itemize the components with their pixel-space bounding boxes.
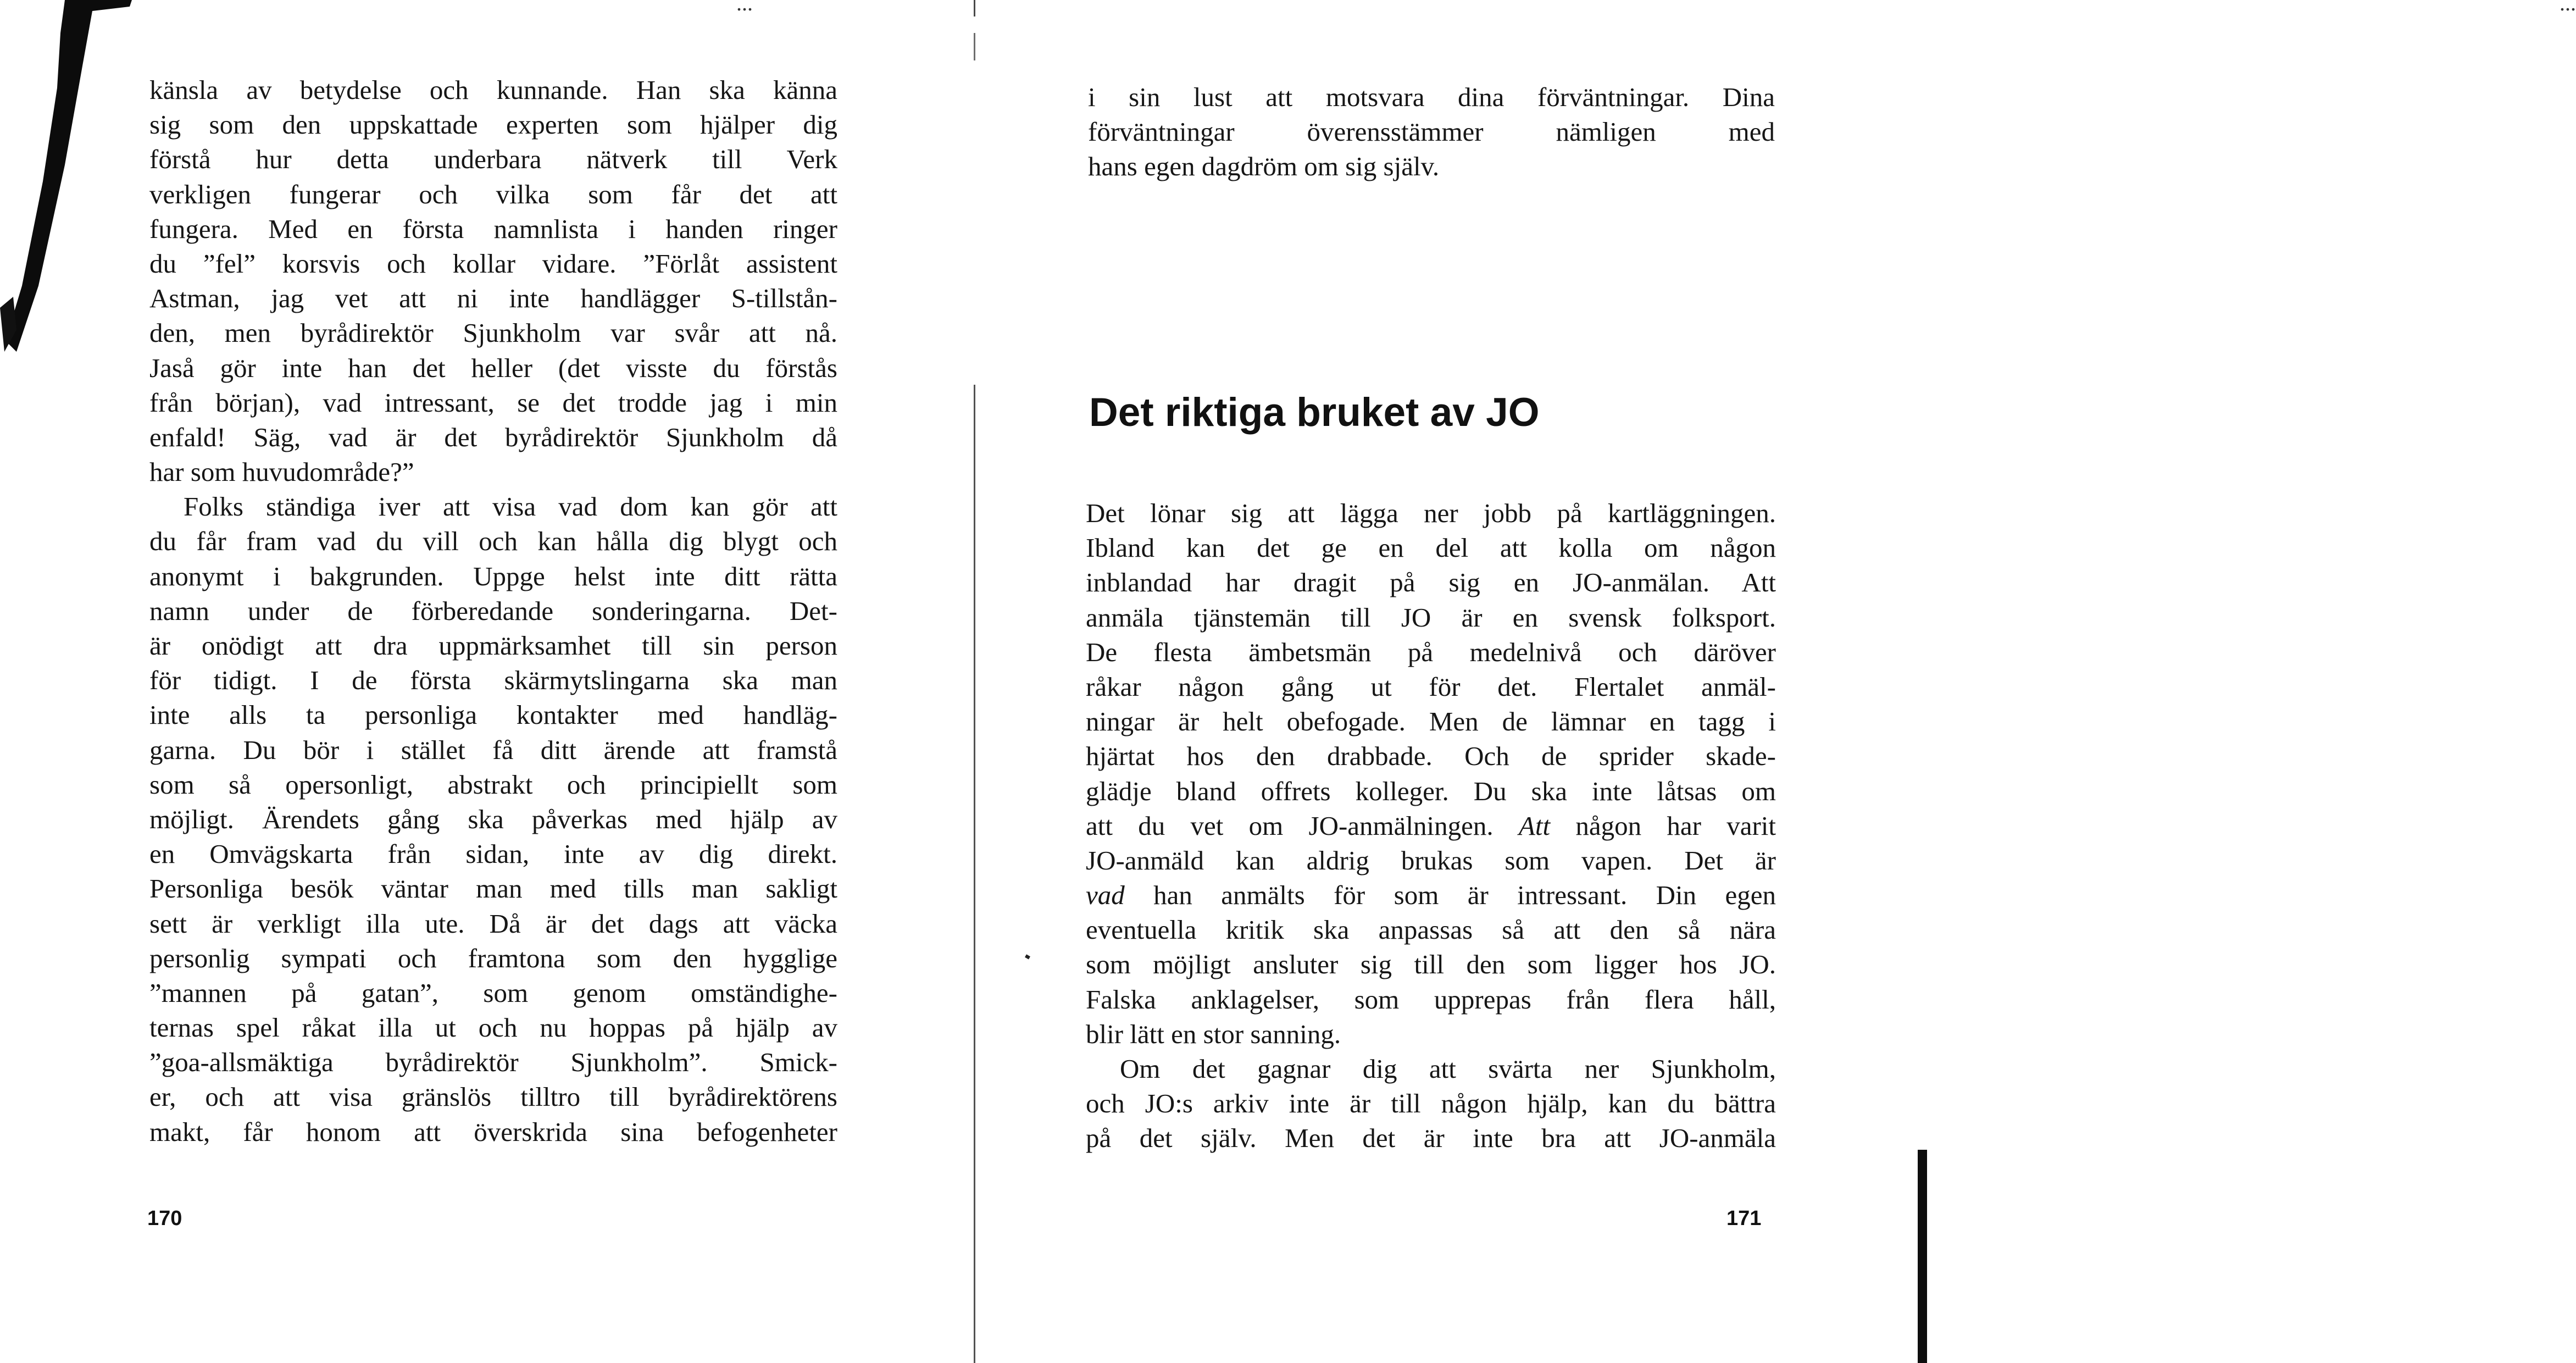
text-line: blir lätt en stor sanning. [1086,1018,1341,1049]
text-line: hans egen dagdröm om sig själv. [1088,151,1440,182]
text-line: känsla av betydelse och kunnande. Han ska känna [149,75,837,105]
running-head-right: ... [2560,0,2576,15]
text-line: namn under de förberedande sonderingarna. Det- [149,595,837,626]
text-line: är onödigt att dra uppmärksamhet till sin person [149,630,837,661]
text-line: förväntningar överensstämmer nämligen med [1088,117,1775,147]
text-line: anonymt i bakgrunden. Uppge helst inte ditt rätta [149,561,837,591]
text-line: i sin lust att motsvara dina förväntningar. Dina [1088,82,1775,112]
text-line: ”goa-allsmäktiga byrådirektör Sjunkholm”. Smick- [149,1047,837,1078]
text-segment: någon har varit [1575,810,1776,841]
text-line-mixed [1086,808,1776,843]
text-line: för tidigt. I de första skärmytslingarna ska man [149,665,837,696]
page-number-left: 170 [147,1207,182,1230]
text-line: du ”fel” korsvis och kollar vidare. ”Förlåt assistent [149,248,837,279]
text-segment: att du vet om JO-anmälningen. [1086,810,1494,841]
running-head-left: ... [736,0,753,15]
section-heading: Det riktiga bruket av JO [1089,390,1540,435]
text-line: er, och att visa gränslös tilltro till byrådirektörens [149,1082,837,1112]
scan-edge-bar [1918,1150,1927,1363]
text-line: råkar någon gång ut för det. Flertalet anmäl- [1086,671,1776,702]
text-line: ternas spel råkat illa ut och nu hoppas på hjälp av [149,1012,837,1043]
text-line: ningar är helt obefogade. Men de lämnar en tagg i [1086,706,1776,737]
text-line: garna. Du bör i stället få ditt ärende att framstå [149,734,837,765]
text-line: Falska anklagelser, som upprepas från flera håll, [1086,984,1776,1015]
text-line: eventuella kritik ska anpassas så att den så nära [1086,915,1776,945]
text-line: och JO:s arkiv inte är till någon hjälp, kan du bättra [1086,1088,1776,1119]
text-line: förstå hur detta underbara nätverk till Verk [149,144,837,175]
scan-edge-mark [0,0,143,374]
text-line: De flesta ämbetsmän på medelnivå och däröver [1086,636,1776,667]
right-intro-text [1088,80,1775,184]
text-line: personlig sympati och framtona som den hygglige [149,943,837,973]
text-line: Det lönar sig att lägga ner jobb på kartläggningen. [1086,498,1776,528]
text-line-mixed [1086,878,1776,912]
text-line: en Omvägskarta från sidan, inte av dig direkt. [149,839,837,869]
text-line: som så opersonligt, abstrakt och principiellt som [149,769,837,800]
text-line: som möjligt ansluter sig till den som ligger hos JO. [1086,949,1776,980]
text-line: ”mannen på gatan”, som genom omständighe- [149,977,837,1008]
text-line: Jaså gör inte han det heller (det visste du förstås [149,352,837,383]
text-line: verkligen fungerar och vilka som får det att [149,179,837,209]
left-page [0,0,973,1363]
text-line: glädje bland offrets kolleger. Du ska inte låtsas om [1086,775,1776,806]
text-line: på det själv. Men det är inte bra att JO-anmäla [1086,1123,1776,1154]
right-body-text [1086,496,1776,1156]
text-line: Astman, jag vet att ni inte handlägger S-tillstån- [149,283,837,314]
text-line: sett är verkligt illa ute. Då är det dags att väcka [149,908,837,939]
text-segment: han anmälts för som är intressant. Din egen [1153,880,1776,911]
text-line: Folks ständiga iver att visa vad dom kan gör att [184,491,837,522]
text-line: Personliga besök väntar man med tills man sakligt [149,873,837,904]
text-line: JO-anmäld kan aldrig brukas som vapen. Det är [1086,845,1776,876]
text-line: inblandad har dragit på sig en JO-anmälan. Att [1086,567,1776,598]
text-line: har som huvudområde?” [149,457,414,487]
text-line: fungera. Med en första namnlista i handen ringer [149,213,837,244]
text-line: Om det gagnar dig att svärta ner Sjunkholm, [1120,1054,1776,1084]
text-line: inte alls ta personliga kontakter med handläg- [149,700,837,730]
text-line: den, men byrådirektör Sjunkholm var svår att nå. [149,318,837,348]
page-number-right: 171 [1726,1207,1762,1230]
book-gutter [974,0,975,1363]
text-line: du får fram vad du vill och kan hålla dig blygt och [149,526,837,557]
text-line: Ibland kan det ge en del att kolla om någon [1086,533,1776,563]
text-line: från början), vad intressant, se det trodde jag i min [149,387,837,418]
italic-word: vad [1086,880,1125,911]
text-line: makt, får honom att överskrida sina befogenheter [149,1116,837,1147]
italic-word: Att [1518,810,1551,841]
text-line: anmäla tjänstemän till JO är en svensk folksport. [1086,602,1776,633]
text-line: sig som den uppskattade experten som hjälper dig [149,109,837,140]
text-line: hjärtat hos den drabbade. Och de sprider skade- [1086,741,1776,772]
text-line: enfald! Säg, vad är det byrådirektör Sjunkholm då [149,422,837,452]
text-line: möjligt. Ärendets gång ska påverkas med hjälp av [149,804,837,834]
left-body-text [149,73,837,1149]
